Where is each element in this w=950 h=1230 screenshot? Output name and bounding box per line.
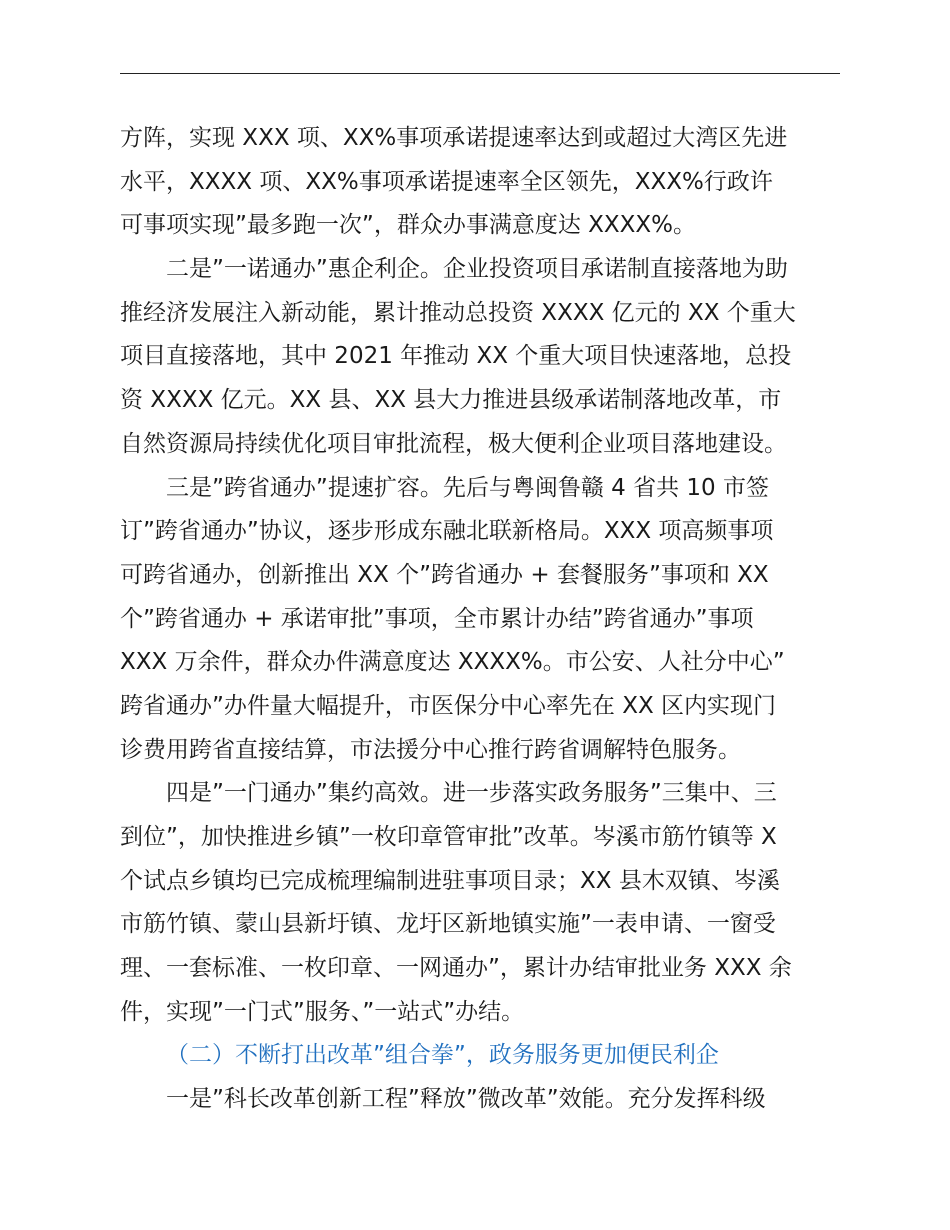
body-line: 水平，XXXX 项、XX%事项承诺提速率全区领先，XXX%行政许	[120, 168, 773, 195]
body-line: 可跨省通办，创新推出 XX 个”跨省通办 + 套餐服务”事项和 XX	[120, 561, 769, 588]
body-line: 推经济发展注入新动能，累计推动总投资 XXXX 亿元的 XX 个重大	[120, 299, 796, 326]
body-line: 诊费用跨省直接结算，市法援分中心推行跨省调解特色服务。	[120, 736, 741, 763]
body-line: 可事项实现”最多跑一次”，群众办事满意度达 XXXX%。	[120, 212, 697, 239]
body-line: 订”跨省通办”协议，逐步形成东融北联新格局。XXX 项高频事项	[120, 518, 774, 545]
paragraph-start-line: 二是”一诺通办”惠企利企。企业投资项目承诺制直接落地为助	[166, 256, 788, 283]
body-line: 市筋竹镇、蒙山县新圩镇、龙圩区新地镇实施”一表申请、一窗受	[120, 911, 776, 938]
body-line: 自然资源局持续优化项目审批流程，极大便利企业项目落地建设。	[120, 430, 787, 457]
body-line: 方阵，实现 XXX 项、XX%事项承诺提速率达到或超过大湾区先进	[120, 125, 788, 151]
header-rule	[120, 73, 840, 74]
section-heading: （二）不断打出改革”组合拳”，政务服务更加便民利企	[166, 1042, 719, 1069]
body-line: 理、一套标准、一枚印章、一网通办”，累计办结审批业务 XXX 余	[120, 955, 792, 982]
paragraph-start-line: 一是”科长改革创新工程”释放”微改革”效能。充分发挥科级	[166, 1086, 766, 1113]
body-line: 个试点乡镇均已完成梳理编制进驻事项目录；XX 县木双镇、岑溪	[120, 867, 780, 894]
document-body	[120, 117, 842, 1122]
body-line: 个”跨省通办 + 承诺审批”事项，全市累计办结”跨省通办”事项	[120, 605, 754, 632]
body-line: 跨省通办”办件量大幅提升，市医保分中心率先在 XX 区内实现门	[120, 692, 777, 719]
paragraph-start-line: 三是”跨省通办”提速扩容。先后与粤闽鲁赣 4 省共 10 市签	[166, 474, 769, 501]
body-line: XXX 万余件，群众办件满意度达 XXXX%。市公安、人社分中心”	[120, 649, 785, 676]
body-line: 资 XXXX 亿元。XX 县、XX 县大力推进县级承诺制落地改革，市	[120, 387, 782, 414]
body-line: 到位”，加快推进乡镇”一枚印章管审批”改革。岑溪市筋竹镇等 X	[120, 824, 777, 850]
body-line: 项目直接落地，其中 2021 年推动 XX 个重大项目快速落地，总投	[120, 343, 792, 370]
body-line: 件，实现”一门式”服务、”一站式”办结。	[120, 998, 525, 1025]
paragraph-start-line: 四是”一门通办”集约高效。进一步落实政务服务”三集中、三	[166, 780, 777, 807]
